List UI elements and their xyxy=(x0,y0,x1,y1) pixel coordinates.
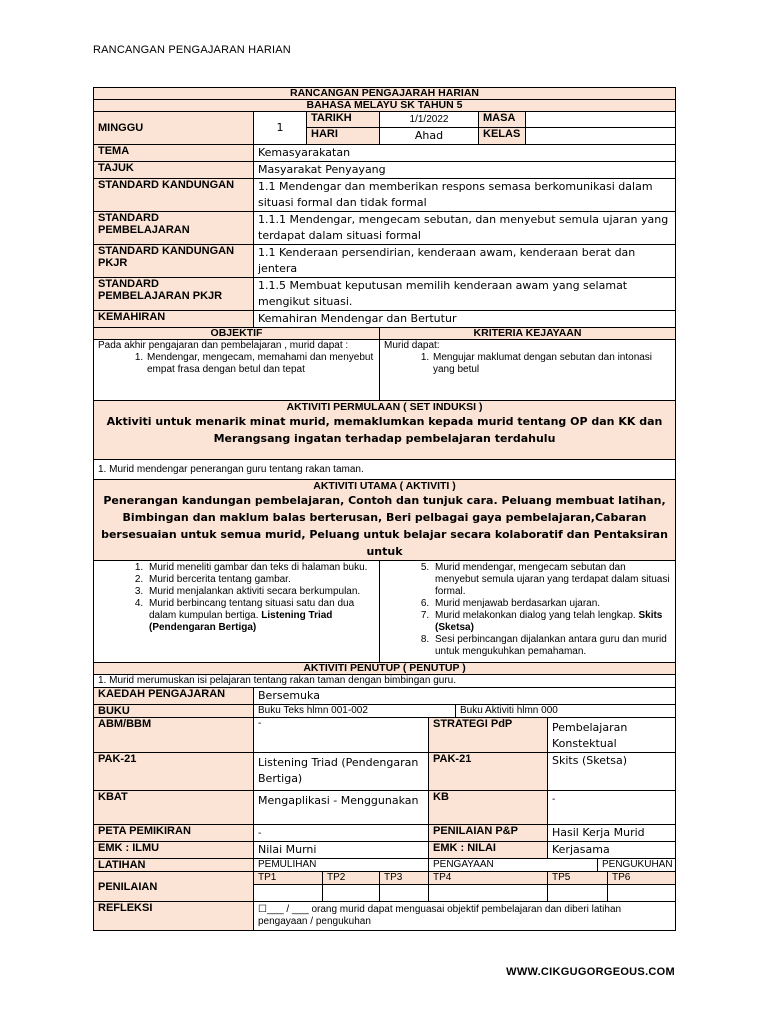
utama-section xyxy=(94,480,676,561)
penutup-header: AKTIVITI PENUTUP ( PENUTUP ) xyxy=(94,663,676,675)
standard-pembelajaran-value: 1.1.1 Mendengar, mengecam sebutan, dan menyebut semula ujaran yang terdapat dalam situasi formal xyxy=(254,212,676,245)
list-item: 3. Murid menjalankan aktiviti secara berkumpulan. xyxy=(146,586,375,598)
standard-pembelajaran-pkjr-label: STANDARD PEMBELAJARAN PKJR xyxy=(94,278,254,311)
standard-kandungan-pkjr-value: 1.1 Kenderaan persendirian, kenderaan awam, kenderaan berat dan jentera xyxy=(254,245,676,278)
tarikh-label: TARIKH xyxy=(307,112,380,128)
emk-nilai-value: Kerjasama xyxy=(548,842,676,859)
list-item: 8. Sesi perbincangan dijalankan antara guru dan murid untuk mengukuhkan pemahaman. xyxy=(432,634,671,658)
pengukuhan-label: PENGUKUHAN xyxy=(598,859,676,872)
tarikh-value: 1/1/2022 xyxy=(380,112,479,128)
utama-right-list xyxy=(384,562,671,658)
list-item: 7. Murid melakonkan dialog yang telah lengkap. Skits (Sketsa) xyxy=(432,610,671,634)
website-footer[interactable]: WWW.CIKGUGORGEOUS.COM xyxy=(506,966,675,978)
kb-value: - xyxy=(548,791,676,825)
strategi-value: Pembelajaran Konstektual xyxy=(548,718,676,753)
tp3-cell[interactable] xyxy=(380,885,429,902)
buku-label: BUKU xyxy=(94,705,254,718)
standard-kandungan-label: STANDARD KANDUNGAN xyxy=(94,179,254,212)
plan-title: RANCANGAN PENGAJARAH HARIAN xyxy=(94,88,676,100)
peta-value: - xyxy=(254,825,429,842)
page-header: RANCANGAN PENGAJARAN HARIAN xyxy=(93,44,291,56)
hari-label: HARI xyxy=(307,128,380,145)
tp2-label: TP2 xyxy=(323,872,380,885)
tp6-cell[interactable] xyxy=(608,885,676,902)
masa-value xyxy=(526,112,676,128)
kaedah-label: KAEDAH PENGAJARAN xyxy=(94,688,254,705)
refleksi-text: ☐___ / ___ orang murid dapat menguasai objektif pembelajaran dan diberi latihan pengayaan / pengukuhan xyxy=(254,902,676,931)
pengayaan-label: PENGAYAAN xyxy=(429,859,598,872)
pak21-label: PAK-21 xyxy=(94,753,254,791)
standard-kandungan-pkjr-label: STANDARD KANDUNGAN PKJR xyxy=(94,245,254,278)
strategi-label: STRATEGI PdP xyxy=(429,718,548,753)
utama-right-cell xyxy=(380,561,676,663)
standard-kandungan-value: 1.1 Mendengar dan memberikan respons semasa berkomunikasi dalam situasi formal dan tidak formal xyxy=(254,179,676,212)
list-item: 5. Murid mendengar, mengecam sebutan dan menyebut semula ujaran yang terdapat dalam situasi formal. xyxy=(432,562,671,598)
utama-left-cell xyxy=(94,561,380,663)
list-item: 1. Mendengar, mengecam, memahami dan menyebut empat frasa dengan betul dan tepat xyxy=(146,352,375,376)
tp4-label: TP4 xyxy=(429,872,548,885)
tema-value: Kemasyarakatan xyxy=(254,145,676,162)
utama-left-list xyxy=(98,562,375,634)
objektif-list xyxy=(98,352,375,376)
list-item: 6. Murid menjawab berdasarkan ujaran. xyxy=(432,598,671,610)
pemulihan-label: PEMULIHAN xyxy=(254,859,429,872)
tajuk-label: TAJUK xyxy=(94,162,254,179)
permulaan-text: Aktiviti untuk menarik minat murid, memaklumkan kepada murid tentang OP dan KK dan Merangsang ingatan terhadap pembelajaran terdahulu xyxy=(106,415,663,445)
utama-header: AKTIVITI UTAMA ( AKTIVITI ) xyxy=(313,480,456,492)
kemahiran-label: KEMAHIRAN xyxy=(94,311,254,328)
penilaian-pp-label: PENILAIAN P&P xyxy=(429,825,548,842)
emk-ilmu-label: EMK : ILMU xyxy=(94,842,254,859)
tp3-label: TP3 xyxy=(380,872,429,885)
minggu-value: 1 xyxy=(254,112,307,145)
hari-value: Ahad xyxy=(380,128,479,145)
emk-ilmu-value: Nilai Murni xyxy=(254,842,429,859)
tp4-cell[interactable] xyxy=(429,885,548,902)
kelas-label: KELAS xyxy=(479,128,526,145)
kriteria-cell xyxy=(380,340,676,401)
kaedah-value: Bersemuka xyxy=(254,688,676,705)
kbat-label: KBAT xyxy=(94,791,254,825)
tp5-cell[interactable] xyxy=(548,885,608,902)
tajuk-value: Masyarakat Penyayang xyxy=(254,162,676,179)
kelas-value xyxy=(526,128,676,145)
list-item: 1. Murid meneliti gambar dan teks di halaman buku. xyxy=(146,562,375,574)
kriteria-header: KRITERIA KEJAYAAN xyxy=(380,328,676,340)
kbat-value: Mengaplikasi - Menggunakan xyxy=(254,791,429,825)
permulaan-section xyxy=(94,401,676,460)
objektif-intro: Pada akhir pengajaran dan pembelajaran , murid dapat : xyxy=(98,340,349,351)
list-item: 1. Mengujar maklumat dengan sebutan dan intonasi yang betul xyxy=(432,352,671,376)
list-item: 4. Murid berbincang tentang situasi satu dan dua dalam kumpulan bertiga. Listening Triad (Pendengaran Bertiga) xyxy=(146,598,375,634)
kriteria-intro: Murid dapat: xyxy=(384,340,440,351)
minggu-label: MINGGU xyxy=(94,112,254,145)
kb-label: KB xyxy=(429,791,548,825)
tp6-label: TP6 xyxy=(608,872,676,885)
refleksi-label: REFLEKSI xyxy=(94,902,254,931)
penilaian-pp-value: Hasil Kerja Murid xyxy=(548,825,676,842)
pak21-value: Listening Triad (Pendengaran Bertiga) xyxy=(254,753,429,791)
buku-teks: Buku Teks hlmn 001-002 xyxy=(254,705,456,718)
utama-text: Penerangan kandungan pembelajaran, Contoh dan tunjuk cara. Peluang membuat latihan, Bimbingan dan maklum balas berterusan, Beri pelbagai gaya pembelajaran,Cabaran bersesuaian untuk semua murid, Peluang untuk belajar secara kolaboratif dan Pentaksiran untuk xyxy=(101,494,668,558)
masa-label: MASA xyxy=(479,112,526,128)
kemahiran-value: Kemahiran Mendengar dan Bertutur xyxy=(254,311,676,328)
permulaan-header: AKTIVITI PERMULAAN ( SET INDUKSI ) xyxy=(286,401,483,413)
permulaan-step: 1. Murid mendengar penerangan guru tentang rakan taman. xyxy=(94,460,676,480)
standard-pembelajaran-label: STANDARD PEMBELAJARAN xyxy=(94,212,254,245)
latihan-label: LATIHAN xyxy=(94,859,254,872)
tema-label: TEMA xyxy=(94,145,254,162)
kriteria-list xyxy=(384,352,671,376)
standard-pembelajaran-pkjr-value: 1.1.5 Membuat keputusan memilih kenderaan awam yang selamat mengikut situasi. xyxy=(254,278,676,311)
objektif-header: OBJEKTIF xyxy=(94,328,380,340)
list-item: 2. Murid bercerita tentang gambar. xyxy=(146,574,375,586)
emk-nilai-label: EMK : NILAI xyxy=(429,842,548,859)
pak21-label-2: PAK-21 xyxy=(429,753,548,791)
peta-label: PETA PEMIKIRAN xyxy=(94,825,254,842)
buku-aktiviti: Buku Aktiviti hlmn 000 xyxy=(456,705,676,718)
lesson-plan-table xyxy=(93,87,676,931)
abm-label: ABM/BBM xyxy=(94,718,254,753)
objektif-cell xyxy=(94,340,380,401)
penutup-step: 1. Murid merumuskan isi pelajaran tentang rakan taman dengan bimbingan guru. xyxy=(94,675,676,688)
tp1-label: TP1 xyxy=(254,872,323,885)
penilaian-label: PENILAIAN xyxy=(94,872,254,902)
pak21-value-2: Skits (Sketsa) xyxy=(548,753,676,791)
abm-value: - xyxy=(254,718,429,753)
tp2-cell[interactable] xyxy=(323,885,380,902)
plan-subtitle: BAHASA MELAYU SK TAHUN 5 xyxy=(94,100,676,112)
tp1-cell[interactable] xyxy=(254,885,323,902)
tp5-label: TP5 xyxy=(548,872,608,885)
